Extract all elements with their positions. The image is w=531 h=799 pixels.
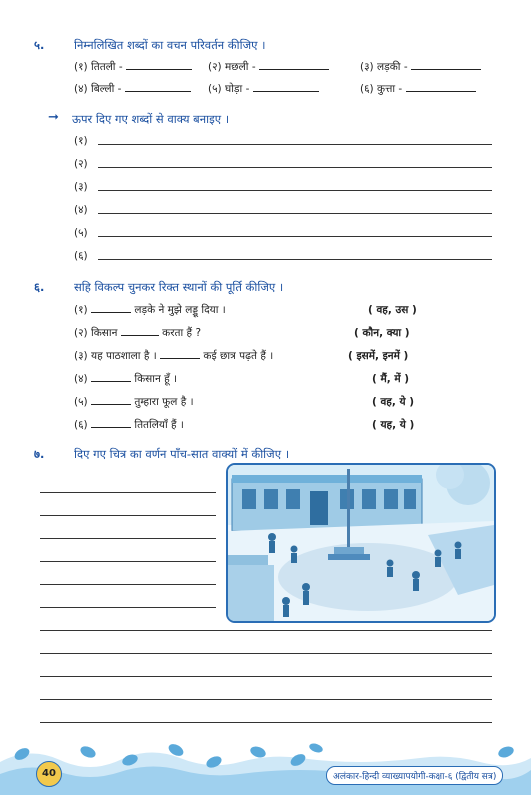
writing-line[interactable]: [40, 538, 216, 539]
item-word: बिल्ली: [91, 83, 115, 95]
row-text: यह पाठशाला है ।: [91, 350, 157, 362]
sentence-number: (४): [74, 204, 88, 216]
writing-line[interactable]: [98, 259, 492, 260]
item-number: (२): [208, 61, 222, 73]
q5-item-6: (६) कुत्ता -: [360, 82, 476, 96]
q5-item-2: (२) मछली -: [208, 60, 329, 74]
q5-item-1: (१) तितली -: [74, 60, 192, 74]
q6-options: ( वह, उस ): [368, 304, 417, 316]
fill-blank[interactable]: [91, 312, 131, 313]
item-word: घोड़ा: [225, 83, 243, 95]
writing-line[interactable]: [40, 630, 492, 631]
writing-line[interactable]: [40, 561, 216, 562]
q7-number: ७.: [34, 447, 45, 461]
sentence-number: (६): [74, 250, 88, 262]
sentence-number: (१): [74, 135, 88, 147]
item-word: कुत्ता: [377, 83, 396, 95]
row-number: (४): [74, 373, 88, 385]
schoolyard-picture: [228, 465, 494, 621]
q6-number: ६.: [34, 280, 45, 294]
q6-row-6: [74, 418, 184, 432]
fill-blank[interactable]: [91, 381, 131, 382]
fill-blank[interactable]: [121, 335, 159, 336]
answer-blank[interactable]: [125, 91, 191, 92]
item-number: (६): [360, 83, 374, 95]
book-title-badge: अलंकार-हिन्दी व्याख्यापयोगी-कक्षा-६ (द्वितीय सत्र): [326, 766, 503, 785]
q6-options: ( मैं, में ): [372, 373, 410, 385]
q6-options: ( यह, ये ): [372, 419, 415, 431]
q6-row-1: [74, 303, 226, 317]
fill-blank[interactable]: [91, 427, 131, 428]
row-number: (२): [74, 327, 88, 339]
writing-line[interactable]: [40, 722, 492, 723]
answer-blank[interactable]: [259, 69, 329, 70]
answer-blank[interactable]: [406, 91, 476, 92]
q5-number: ५.: [34, 38, 45, 52]
answer-blank[interactable]: [253, 91, 319, 92]
q5-item-5: (५) घोड़ा -: [208, 82, 319, 96]
q7-title: दिए गए चित्र का वर्णन पाँच-सात वाक्यों में कीजिए ।: [74, 447, 290, 461]
q6-options: ( कौन, क्या ): [354, 327, 410, 339]
answer-blank[interactable]: [126, 69, 192, 70]
item-number: (५): [208, 83, 222, 95]
row-number: (१): [74, 304, 88, 316]
writing-line[interactable]: [40, 584, 216, 585]
row-text: लड़के ने मुझे लड्डू दिया ।: [134, 304, 226, 316]
writing-line[interactable]: [40, 492, 216, 493]
item-word: मछली: [225, 61, 249, 73]
q5-title: निम्नलिखित शब्दों का वचन परिवर्तन कीजिए ।: [74, 38, 266, 52]
q6-row-4: [74, 372, 177, 386]
q6-title: सहि विकल्प चुनकर रिक्त स्थानों की पूर्ति कीजिए ।: [74, 280, 284, 294]
writing-line[interactable]: [40, 676, 492, 677]
writing-line[interactable]: [98, 236, 492, 237]
item-number: (३): [360, 61, 374, 73]
row-text: करता हैं ?: [162, 327, 202, 339]
row-number: (५): [74, 396, 88, 408]
writing-line[interactable]: [40, 515, 216, 516]
item-word: तितली: [91, 61, 116, 73]
q5-sub-title: ऊपर दिए गए शब्दों से वाक्य बनाइए ।: [72, 112, 230, 126]
q5-item-4: (४) बिल्ली -: [74, 82, 191, 96]
writing-line[interactable]: [98, 144, 492, 145]
q6-row-3: [74, 349, 273, 363]
sentence-number: (३): [74, 181, 88, 193]
sentence-number: (२): [74, 158, 88, 170]
page-number: 40: [36, 761, 62, 787]
writing-line[interactable]: [98, 213, 492, 214]
row-text: किसान: [91, 327, 118, 339]
sentence-number: (५): [74, 227, 88, 239]
schoolyard-illustration: [226, 463, 496, 623]
row-text: तुम्हारा फूल है ।: [134, 396, 194, 408]
item-number: (१): [74, 61, 88, 73]
answer-blank[interactable]: [411, 69, 481, 70]
arrow-icon: ➞: [48, 110, 59, 125]
q6-row-2: [74, 326, 201, 340]
writing-line[interactable]: [40, 653, 492, 654]
writing-line[interactable]: [98, 190, 492, 191]
fill-blank[interactable]: [91, 404, 131, 405]
item-number: (४): [74, 83, 88, 95]
fill-blank[interactable]: [160, 358, 200, 359]
row-number: (६): [74, 419, 88, 431]
row-text: तितलियाँ हैं ।: [134, 419, 184, 431]
writing-line[interactable]: [40, 699, 492, 700]
row-text: किसान हूँ ।: [134, 373, 178, 385]
q6-options: ( वह, ये ): [372, 396, 415, 408]
writing-line[interactable]: [40, 607, 216, 608]
row-text: कई छात्र पढ़ते हैं ।: [203, 350, 274, 362]
q6-row-5: [74, 395, 194, 409]
writing-line[interactable]: [98, 167, 492, 168]
item-word: लड़की: [377, 61, 401, 73]
q6-options: ( इसमें, इनमें ): [348, 350, 409, 362]
row-number: (३): [74, 350, 88, 362]
q5-item-3: (३) लड़की -: [360, 60, 481, 74]
